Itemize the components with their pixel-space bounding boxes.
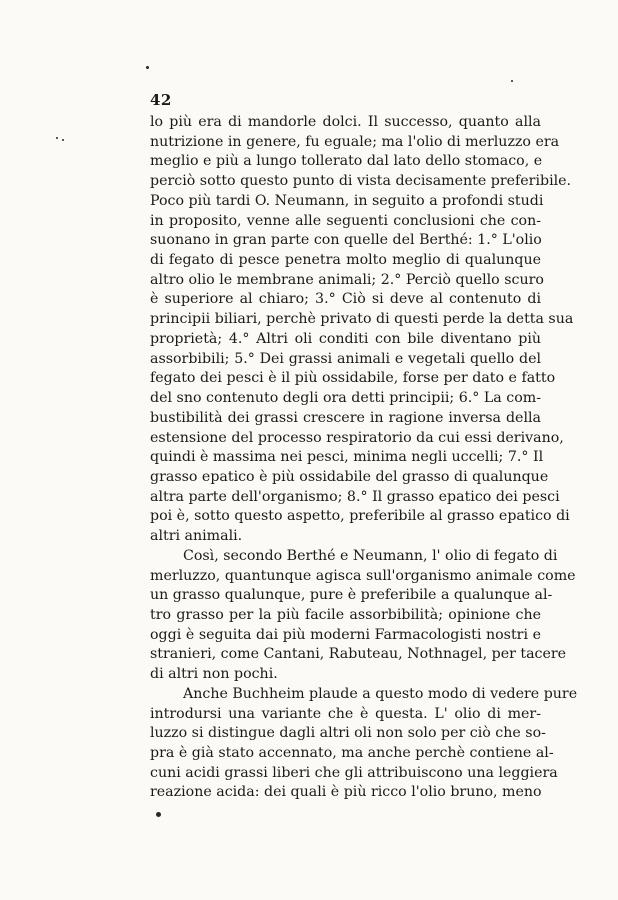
text-line: grasso epatico è più ossidabile del grasso di qualunque xyxy=(150,468,549,485)
text-line: reazione acida: dei quali è più ricco l'olio bruno, meno xyxy=(150,784,542,801)
paragraph-first-line: Anche Buchheim plaude a questo modo di vedere pure xyxy=(183,685,578,702)
text-line: fegato dei pesci è il più ossidabile, forse per dato e fatto xyxy=(150,370,556,387)
text-line: pra è già stato accennato, ma anche perchè contiene al- xyxy=(150,745,554,761)
text-line: un grasso qualunque, pure è preferibile a qualunque al- xyxy=(150,587,553,604)
scan-speck xyxy=(56,137,58,139)
text-line: proprietà; 4.° Altri oli conditi con bile diventano più xyxy=(150,330,541,347)
text-line: poi è, sotto questo aspetto, preferibile al grasso epatico di xyxy=(150,508,570,525)
text-line: assorbibili; 5.° Dei grassi animali e vegetali quello del xyxy=(150,350,541,367)
text-line: di fegato di pesce penetra molto meglio di qualunque xyxy=(150,252,541,269)
text-line: merluzzo, quantunque agisca sull'organismo animale come xyxy=(150,567,576,584)
text-line: principii biliari, perchè privato di questi perde la detta sua xyxy=(150,311,574,328)
text-line: introdursi una variante che è questa. L' olio di mer- xyxy=(150,705,541,722)
text-line: perciò sotto questo punto di vista decisamente preferibile. xyxy=(150,173,572,190)
text-line: estensione del processo respiratorio da cui essi derivano, xyxy=(150,429,564,446)
scan-speck xyxy=(156,812,161,817)
text-line: bustibilità dei grassi crescere in ragione inversa della xyxy=(150,409,541,426)
text-line: meglio e più a lungo tollerato dal lato dello stomaco, e xyxy=(150,153,543,170)
page-number: 42 xyxy=(150,91,172,109)
text-line: altri animali. xyxy=(150,528,243,545)
text-line: oggi è seguita dai più moderni Farmacologisti nostri e xyxy=(150,626,541,643)
scan-speck xyxy=(62,139,64,141)
text-line: suonano in gran parte con quelle del Berthé: 1.° L'olio xyxy=(150,232,542,249)
text-block xyxy=(150,113,578,803)
text-line: del sno contenuto degli ora detti principii; 6.° La com- xyxy=(150,390,541,407)
text-line: è superiore al chiaro; 3.° Ciò si deve al contenuto di xyxy=(150,291,541,308)
text-line: altra parte dell'organismo; 8.° Il grasso epatico dei pesci xyxy=(150,488,560,505)
scan-speck xyxy=(146,66,149,69)
text-line: luzzo si distingue dagli altri oli non solo per ciò che so- xyxy=(150,725,546,742)
text-line: di altri non pochi. xyxy=(150,666,278,683)
text-line: cuni acidi grassi liberi che gli attribuiscono una leggiera xyxy=(150,764,558,781)
text-line: lo più era di mandorle dolci. Il successo, quanto alla xyxy=(150,114,541,130)
text-line: tro grasso per la più facile assorbibilità; opinione che xyxy=(150,606,541,623)
text-line: Poco più tardi O. Neumann, in seguito a profondi studi xyxy=(150,192,544,209)
text-line: stranieri, come Cantani, Rabuteau, Nothnagel, per tacere xyxy=(150,646,567,663)
paragraph-first-line: Così, secondo Berthé e Neumann, l' olio di fegato di xyxy=(183,547,558,564)
scan-speck xyxy=(511,80,513,82)
text-line: quindi è massima nei pesci, minima negli uccelli; 7.° Il xyxy=(150,449,544,466)
text-line: in proposito, venne alle seguenti conclusioni che con- xyxy=(150,212,541,229)
text-line: nutrizione in genere, fu eguale; ma l'olio di merluzzo era xyxy=(150,133,560,150)
text-line: altro olio le membrane animali; 2.° Perciò quello scuro xyxy=(150,271,544,288)
